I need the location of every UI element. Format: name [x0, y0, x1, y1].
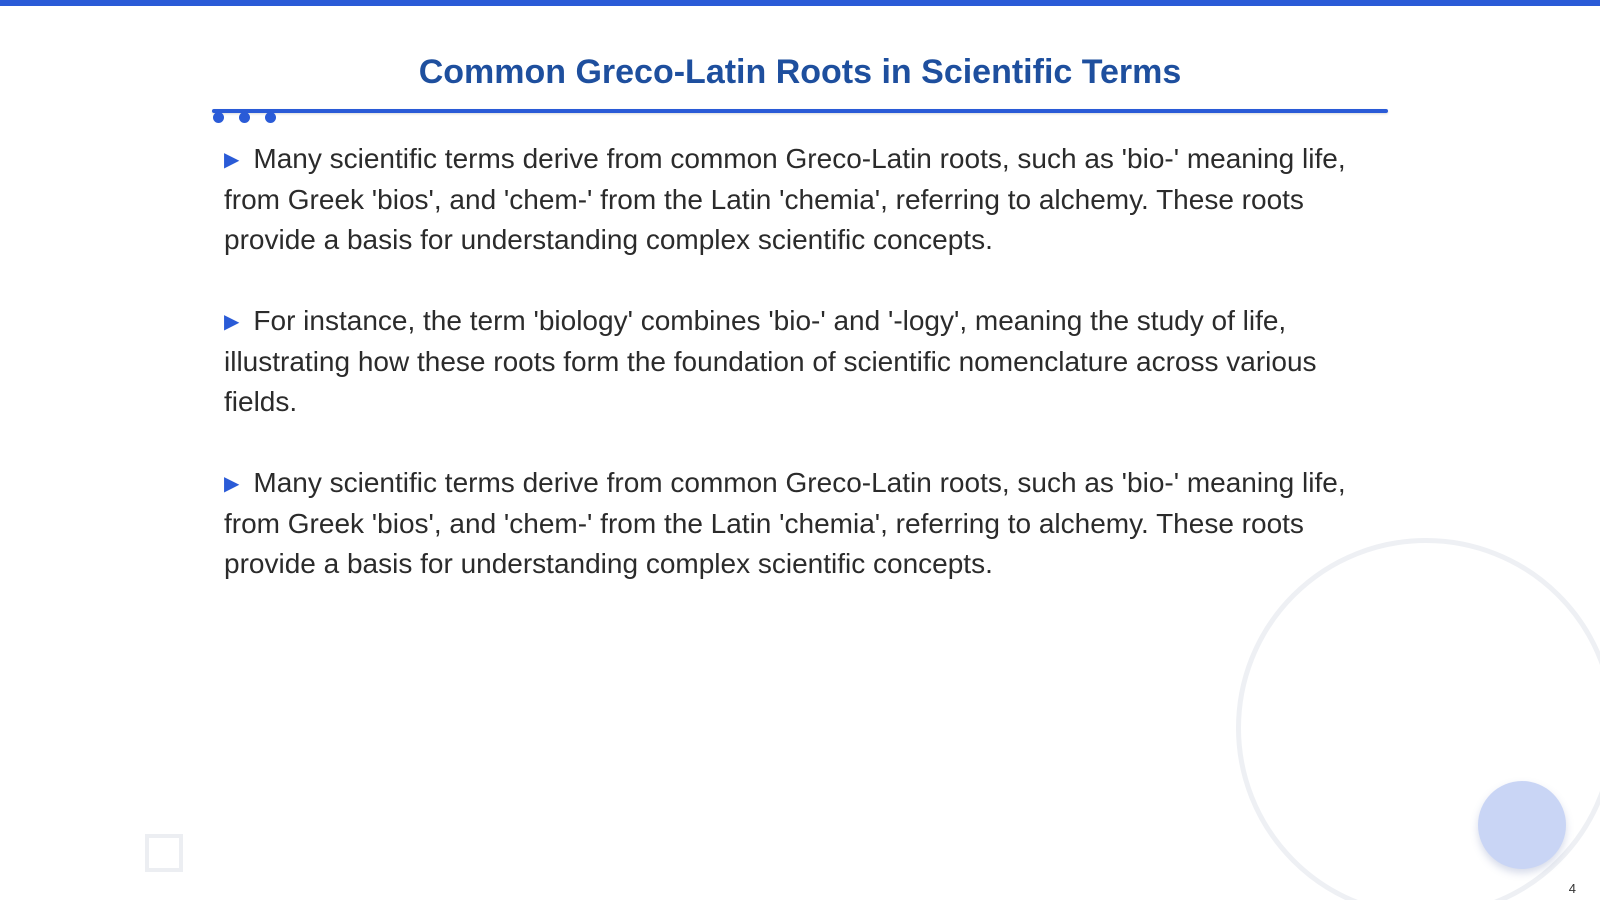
underline-dot: [265, 112, 276, 123]
triangle-right-icon: ▶: [224, 311, 240, 333]
bullet-list: [224, 139, 1374, 625]
decorative-circle: [1478, 781, 1566, 869]
bullet-item: [224, 463, 1374, 584]
underline-dot: [239, 112, 250, 123]
bullet-item: [224, 139, 1374, 260]
bullet-text: Many scientific terms derive from common Greco-Latin roots, such as 'bio-' meaning life, from Greek 'bios', and 'chem-' from the Latin 'chemia', referring to alchemy. These roots provide a basis for understanding complex scientific concepts.: [224, 143, 1346, 255]
bullet-text: For instance, the term 'biology' combines 'bio-' and '-logy', meaning the study of life, illustrating how these roots form the foundation of scientific nomenclature across various fields.: [224, 305, 1317, 417]
bullet-item: [224, 301, 1374, 422]
bullet-text: Many scientific terms derive from common Greco-Latin roots, such as 'bio-' meaning life, from Greek 'bios', and 'chem-' from the Latin 'chemia', referring to alchemy. These roots provide a basis for understanding complex scientific concepts.: [224, 467, 1346, 579]
triangle-right-icon: ▶: [224, 149, 240, 171]
slide-title: Common Greco-Latin Roots in Scientific Terms: [418, 53, 1182, 91]
underline-dot: [213, 112, 224, 123]
page-number: 4: [1568, 881, 1576, 896]
title-underline: [212, 109, 1388, 113]
top-accent-bar: [0, 0, 1600, 6]
triangle-right-icon: ▶: [224, 473, 240, 495]
decorative-square: [145, 834, 183, 872]
